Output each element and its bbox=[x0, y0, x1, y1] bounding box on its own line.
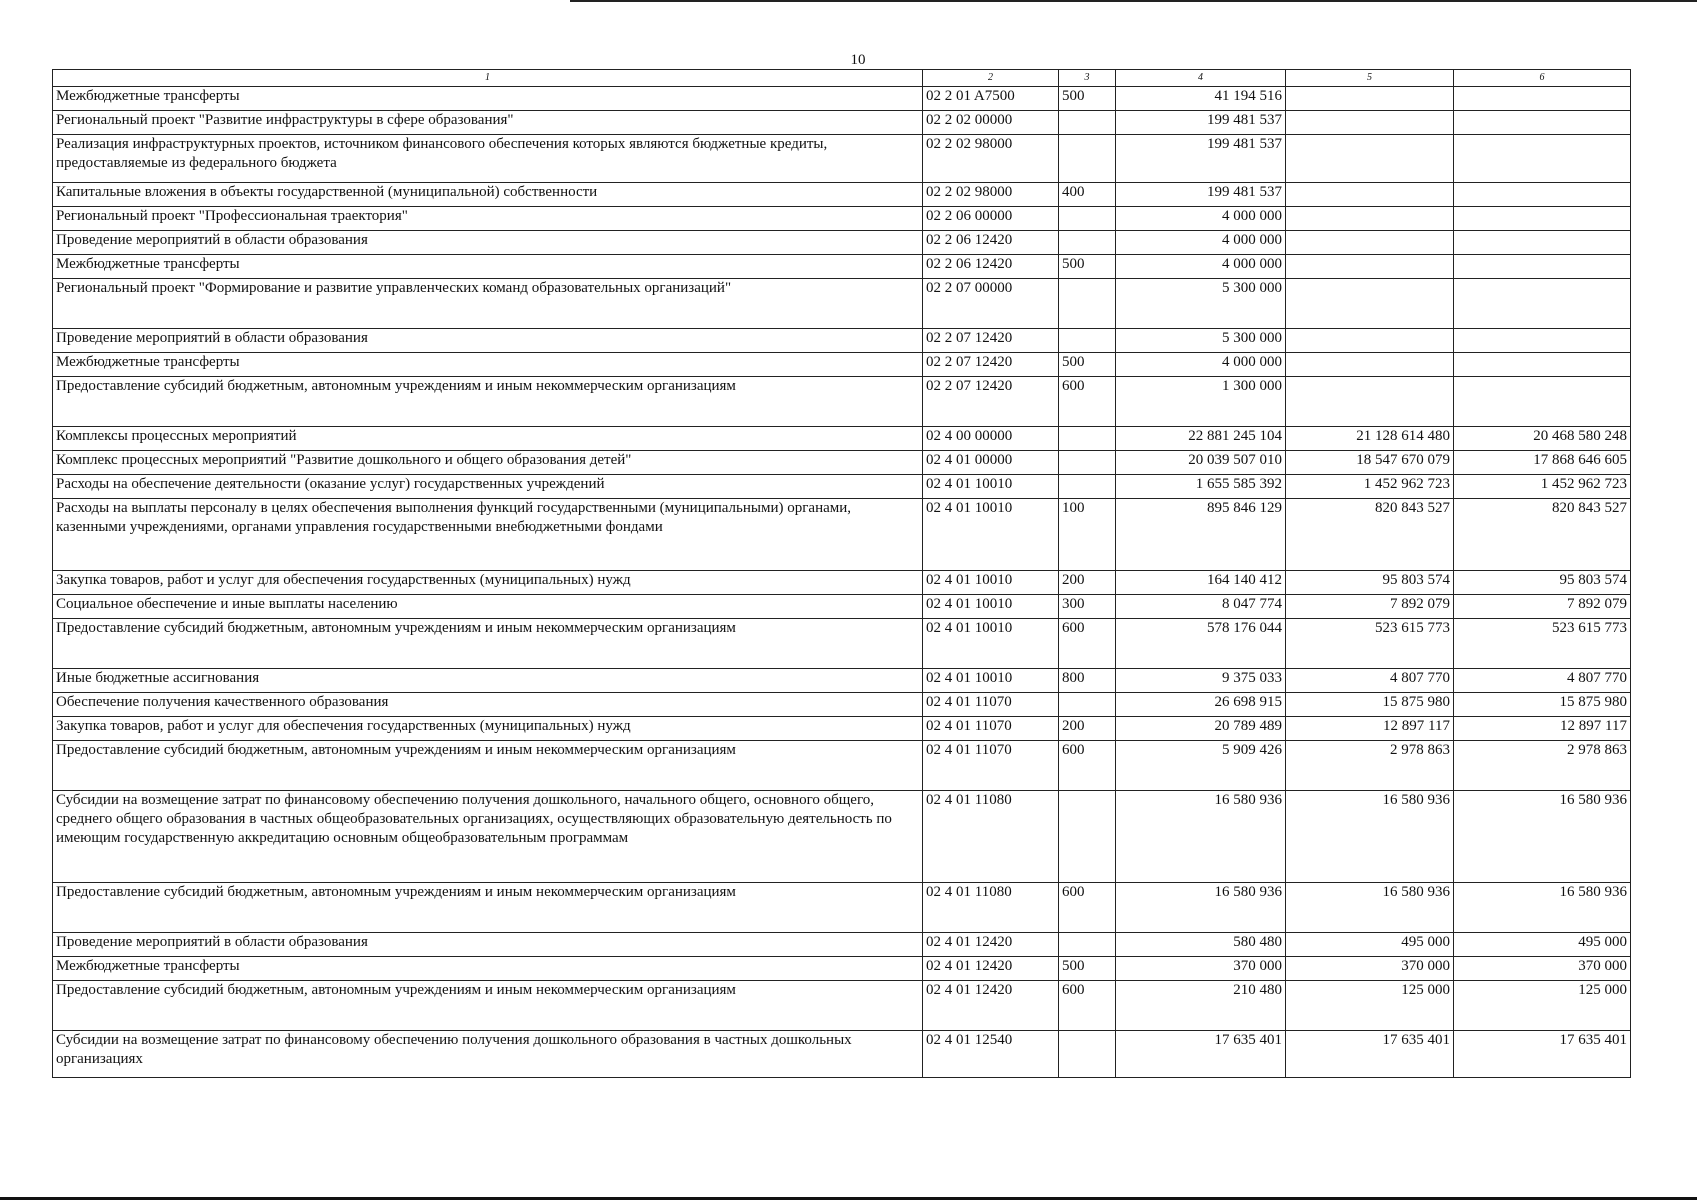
row-name-cell: Межбюджетные трансферты bbox=[53, 353, 923, 377]
row-amount-col6-cell bbox=[1454, 377, 1631, 427]
row-amount-col5-cell: 820 843 527 bbox=[1286, 499, 1454, 571]
row-amount-col5-cell: 523 615 773 bbox=[1286, 619, 1454, 669]
row-code-cell: 02 4 01 10010 bbox=[923, 669, 1059, 693]
row-code-cell: 02 4 01 10010 bbox=[923, 571, 1059, 595]
row-amount-col6-cell: 17 868 646 605 bbox=[1454, 451, 1631, 475]
row-amount-col4-cell: 4 000 000 bbox=[1116, 255, 1286, 279]
row-amount-col6-cell: 820 843 527 bbox=[1454, 499, 1631, 571]
table-row bbox=[53, 353, 1631, 377]
table-row bbox=[53, 957, 1631, 981]
row-amount-col4-cell: 4 000 000 bbox=[1116, 231, 1286, 255]
row-amount-col5-cell: 370 000 bbox=[1286, 957, 1454, 981]
row-expense-type-cell: 600 bbox=[1059, 377, 1116, 427]
row-amount-col4-cell: 22 881 245 104 bbox=[1116, 427, 1286, 451]
row-amount-col4-cell: 20 789 489 bbox=[1116, 717, 1286, 741]
row-code-cell: 02 4 01 11080 bbox=[923, 791, 1059, 883]
row-amount-col6-cell: 370 000 bbox=[1454, 957, 1631, 981]
table-body bbox=[53, 87, 1631, 1078]
table-row bbox=[53, 475, 1631, 499]
row-amount-col4-cell: 4 000 000 bbox=[1116, 353, 1286, 377]
row-expense-type-cell: 200 bbox=[1059, 717, 1116, 741]
row-expense-type-cell: 600 bbox=[1059, 619, 1116, 669]
row-name-cell: Социальное обеспечение и иные выплаты населению bbox=[53, 595, 923, 619]
row-name-cell: Проведение мероприятий в области образования bbox=[53, 329, 923, 353]
row-name-cell: Реализация инфраструктурных проектов, источником финансового обеспечения которых являются бюджетные кредиты, предоставляемые из федерального бюджета bbox=[53, 135, 923, 183]
table-row bbox=[53, 231, 1631, 255]
row-expense-type-cell: 200 bbox=[1059, 571, 1116, 595]
row-code-cell: 02 4 01 10010 bbox=[923, 595, 1059, 619]
row-amount-col6-cell: 15 875 980 bbox=[1454, 693, 1631, 717]
row-amount-col6-cell bbox=[1454, 87, 1631, 111]
table-row bbox=[53, 717, 1631, 741]
row-code-cell: 02 4 01 10010 bbox=[923, 499, 1059, 571]
row-amount-col6-cell bbox=[1454, 255, 1631, 279]
row-code-cell: 02 4 01 11070 bbox=[923, 717, 1059, 741]
row-code-cell: 02 4 01 12540 bbox=[923, 1031, 1059, 1078]
row-name-cell: Предоставление субсидий бюджетным, автономным учреждениям и иным некоммерческим организациям bbox=[53, 377, 923, 427]
table-row bbox=[53, 791, 1631, 883]
row-amount-col4-cell: 26 698 915 bbox=[1116, 693, 1286, 717]
row-code-cell: 02 4 00 00000 bbox=[923, 427, 1059, 451]
row-name-cell: Обеспечение получения качественного образования bbox=[53, 693, 923, 717]
row-code-cell: 02 2 07 12420 bbox=[923, 353, 1059, 377]
row-amount-col5-cell bbox=[1286, 135, 1454, 183]
row-expense-type-cell bbox=[1059, 111, 1116, 135]
row-name-cell: Проведение мероприятий в области образования bbox=[53, 231, 923, 255]
row-amount-col4-cell: 895 846 129 bbox=[1116, 499, 1286, 571]
row-code-cell: 02 4 01 10010 bbox=[923, 619, 1059, 669]
row-code-cell: 02 2 07 12420 bbox=[923, 377, 1059, 427]
row-code-cell: 02 2 02 00000 bbox=[923, 111, 1059, 135]
table-row bbox=[53, 377, 1631, 427]
row-name-cell: Закупка товаров, работ и услуг для обеспечения государственных (муниципальных) нужд bbox=[53, 717, 923, 741]
row-name-cell: Предоставление субсидий бюджетным, автономным учреждениям и иным некоммерческим организациям bbox=[53, 981, 923, 1031]
row-name-cell: Расходы на выплаты персоналу в целях обеспечения выполнения функций государственными (муниципальными) органами, казенными учреждениями, органами управления государственными внебюджетными фондами bbox=[53, 499, 923, 571]
row-amount-col4-cell: 5 909 426 bbox=[1116, 741, 1286, 791]
row-code-cell: 02 4 01 12420 bbox=[923, 957, 1059, 981]
row-expense-type-cell: 600 bbox=[1059, 883, 1116, 933]
table-row bbox=[53, 981, 1631, 1031]
row-amount-col6-cell bbox=[1454, 111, 1631, 135]
row-expense-type-cell bbox=[1059, 329, 1116, 353]
row-amount-col4-cell: 16 580 936 bbox=[1116, 791, 1286, 883]
row-amount-col5-cell: 1 452 962 723 bbox=[1286, 475, 1454, 499]
row-name-cell: Проведение мероприятий в области образования bbox=[53, 933, 923, 957]
row-amount-col6-cell bbox=[1454, 353, 1631, 377]
row-amount-col6-cell: 495 000 bbox=[1454, 933, 1631, 957]
row-name-cell: Межбюджетные трансферты bbox=[53, 957, 923, 981]
row-name-cell: Межбюджетные трансферты bbox=[53, 255, 923, 279]
table-row bbox=[53, 135, 1631, 183]
table-row bbox=[53, 571, 1631, 595]
row-code-cell: 02 2 07 00000 bbox=[923, 279, 1059, 329]
row-code-cell: 02 2 02 98000 bbox=[923, 183, 1059, 207]
row-expense-type-cell bbox=[1059, 693, 1116, 717]
row-expense-type-cell: 500 bbox=[1059, 255, 1116, 279]
row-expense-type-cell bbox=[1059, 1031, 1116, 1078]
table-row bbox=[53, 329, 1631, 353]
row-amount-col5-cell: 125 000 bbox=[1286, 981, 1454, 1031]
row-amount-col5-cell bbox=[1286, 377, 1454, 427]
row-amount-col5-cell: 95 803 574 bbox=[1286, 571, 1454, 595]
row-amount-col4-cell: 164 140 412 bbox=[1116, 571, 1286, 595]
row-expense-type-cell: 600 bbox=[1059, 981, 1116, 1031]
row-expense-type-cell: 800 bbox=[1059, 669, 1116, 693]
row-expense-type-cell bbox=[1059, 451, 1116, 475]
page-number: 10 bbox=[850, 52, 866, 68]
table-row bbox=[53, 595, 1631, 619]
row-expense-type-cell bbox=[1059, 279, 1116, 329]
row-expense-type-cell: 500 bbox=[1059, 957, 1116, 981]
row-amount-col6-cell bbox=[1454, 329, 1631, 353]
row-amount-col6-cell bbox=[1454, 183, 1631, 207]
row-amount-col6-cell: 12 897 117 bbox=[1454, 717, 1631, 741]
table-row bbox=[53, 183, 1631, 207]
row-amount-col5-cell bbox=[1286, 329, 1454, 353]
row-expense-type-cell: 400 bbox=[1059, 183, 1116, 207]
row-name-cell: Иные бюджетные ассигнования bbox=[53, 669, 923, 693]
row-expense-type-cell bbox=[1059, 207, 1116, 231]
row-code-cell: 02 4 01 11070 bbox=[923, 693, 1059, 717]
row-name-cell: Субсидии на возмещение затрат по финансовому обеспечению получения дошкольного образования в частных дошкольных организациях bbox=[53, 1031, 923, 1078]
row-amount-col4-cell: 8 047 774 bbox=[1116, 595, 1286, 619]
row-amount-col6-cell bbox=[1454, 207, 1631, 231]
table-row bbox=[53, 279, 1631, 329]
row-amount-col4-cell: 370 000 bbox=[1116, 957, 1286, 981]
table-row bbox=[53, 255, 1631, 279]
row-expense-type-cell: 100 bbox=[1059, 499, 1116, 571]
row-amount-col6-cell: 4 807 770 bbox=[1454, 669, 1631, 693]
row-amount-col6-cell: 20 468 580 248 bbox=[1454, 427, 1631, 451]
row-code-cell: 02 4 01 12420 bbox=[923, 981, 1059, 1031]
row-amount-col4-cell: 199 481 537 bbox=[1116, 111, 1286, 135]
row-amount-col4-cell: 16 580 936 bbox=[1116, 883, 1286, 933]
row-amount-col6-cell: 7 892 079 bbox=[1454, 595, 1631, 619]
row-amount-col5-cell bbox=[1286, 207, 1454, 231]
row-amount-col5-cell: 15 875 980 bbox=[1286, 693, 1454, 717]
row-name-cell: Комплекс процессных мероприятий "Развитие дошкольного и общего образования детей" bbox=[53, 451, 923, 475]
column-header-2: 2 bbox=[923, 70, 1059, 87]
row-amount-col4-cell: 5 300 000 bbox=[1116, 279, 1286, 329]
row-code-cell: 02 4 01 12420 bbox=[923, 933, 1059, 957]
row-expense-type-cell bbox=[1059, 475, 1116, 499]
column-header-1: 1 bbox=[53, 70, 923, 87]
row-name-cell: Региональный проект "Формирование и развитие управленческих команд образовательных организаций" bbox=[53, 279, 923, 329]
row-amount-col5-cell bbox=[1286, 353, 1454, 377]
row-expense-type-cell bbox=[1059, 135, 1116, 183]
row-expense-type-cell: 300 bbox=[1059, 595, 1116, 619]
row-amount-col6-cell: 1 452 962 723 bbox=[1454, 475, 1631, 499]
row-amount-col6-cell: 125 000 bbox=[1454, 981, 1631, 1031]
column-header-6: 6 bbox=[1454, 70, 1631, 87]
row-expense-type-cell: 600 bbox=[1059, 741, 1116, 791]
row-name-cell: Расходы на обеспечение деятельности (оказание услуг) государственных учреждений bbox=[53, 475, 923, 499]
row-name-cell: Предоставление субсидий бюджетным, автономным учреждениям и иным некоммерческим организациям bbox=[53, 741, 923, 791]
row-code-cell: 02 2 02 98000 bbox=[923, 135, 1059, 183]
row-name-cell: Предоставление субсидий бюджетным, автономным учреждениям и иным некоммерческим организациям bbox=[53, 883, 923, 933]
row-name-cell: Субсидии на возмещение затрат по финансовому обеспечению получения дошкольного, начального общего, основного общего, среднего общего образования в частных общеобразовательных организациях, осуществляющих образовательную деятельность по имеющим государственную аккредитацию основным общеобразовательным программам bbox=[53, 791, 923, 883]
row-amount-col4-cell: 4 000 000 bbox=[1116, 207, 1286, 231]
table-header-row bbox=[53, 70, 1631, 87]
row-code-cell: 02 2 06 12420 bbox=[923, 231, 1059, 255]
table-row bbox=[53, 207, 1631, 231]
top-edge-line bbox=[570, 0, 1697, 2]
table-row bbox=[53, 87, 1631, 111]
row-amount-col4-cell: 199 481 537 bbox=[1116, 135, 1286, 183]
row-amount-col6-cell: 2 978 863 bbox=[1454, 741, 1631, 791]
row-amount-col5-cell bbox=[1286, 111, 1454, 135]
row-amount-col5-cell: 17 635 401 bbox=[1286, 1031, 1454, 1078]
row-amount-col4-cell: 578 176 044 bbox=[1116, 619, 1286, 669]
row-amount-col5-cell bbox=[1286, 87, 1454, 111]
row-amount-col4-cell: 41 194 516 bbox=[1116, 87, 1286, 111]
row-amount-col4-cell: 9 375 033 bbox=[1116, 669, 1286, 693]
row-code-cell: 02 2 06 12420 bbox=[923, 255, 1059, 279]
row-amount-col4-cell: 199 481 537 bbox=[1116, 183, 1286, 207]
row-code-cell: 02 2 06 00000 bbox=[923, 207, 1059, 231]
row-amount-col4-cell: 5 300 000 bbox=[1116, 329, 1286, 353]
row-amount-col5-cell bbox=[1286, 231, 1454, 255]
row-expense-type-cell: 500 bbox=[1059, 353, 1116, 377]
row-amount-col6-cell: 16 580 936 bbox=[1454, 791, 1631, 883]
row-amount-col5-cell bbox=[1286, 279, 1454, 329]
row-name-cell: Капитальные вложения в объекты государственной (муниципальной) собственности bbox=[53, 183, 923, 207]
row-amount-col5-cell: 21 128 614 480 bbox=[1286, 427, 1454, 451]
row-code-cell: 02 2 01 A7500 bbox=[923, 87, 1059, 111]
table-row bbox=[53, 427, 1631, 451]
table-row bbox=[53, 499, 1631, 571]
budget-table bbox=[52, 69, 1631, 1078]
table-row bbox=[53, 619, 1631, 669]
table-row bbox=[53, 933, 1631, 957]
row-expense-type-cell bbox=[1059, 427, 1116, 451]
row-amount-col5-cell: 495 000 bbox=[1286, 933, 1454, 957]
row-code-cell: 02 2 07 12420 bbox=[923, 329, 1059, 353]
row-amount-col5-cell: 12 897 117 bbox=[1286, 717, 1454, 741]
row-amount-col6-cell: 16 580 936 bbox=[1454, 883, 1631, 933]
table-row bbox=[53, 741, 1631, 791]
row-name-cell: Региональный проект "Профессиональная траектория" bbox=[53, 207, 923, 231]
row-amount-col6-cell: 17 635 401 bbox=[1454, 1031, 1631, 1078]
column-header-3: 3 bbox=[1059, 70, 1116, 87]
row-code-cell: 02 4 01 00000 bbox=[923, 451, 1059, 475]
row-amount-col6-cell bbox=[1454, 135, 1631, 183]
row-amount-col4-cell: 20 039 507 010 bbox=[1116, 451, 1286, 475]
table-row bbox=[53, 451, 1631, 475]
row-expense-type-cell: 500 bbox=[1059, 87, 1116, 111]
table-row bbox=[53, 111, 1631, 135]
row-amount-col6-cell bbox=[1454, 279, 1631, 329]
row-amount-col5-cell bbox=[1286, 255, 1454, 279]
row-name-cell: Закупка товаров, работ и услуг для обеспечения государственных (муниципальных) нужд bbox=[53, 571, 923, 595]
column-header-5: 5 bbox=[1286, 70, 1454, 87]
table-row bbox=[53, 1031, 1631, 1078]
row-expense-type-cell bbox=[1059, 933, 1116, 957]
row-amount-col4-cell: 1 300 000 bbox=[1116, 377, 1286, 427]
row-expense-type-cell bbox=[1059, 791, 1116, 883]
row-code-cell: 02 4 01 10010 bbox=[923, 475, 1059, 499]
row-name-cell: Комплексы процессных мероприятий bbox=[53, 427, 923, 451]
row-amount-col4-cell: 210 480 bbox=[1116, 981, 1286, 1031]
row-amount-col5-cell: 2 978 863 bbox=[1286, 741, 1454, 791]
column-header-4: 4 bbox=[1116, 70, 1286, 87]
row-amount-col5-cell bbox=[1286, 183, 1454, 207]
row-amount-col6-cell bbox=[1454, 231, 1631, 255]
row-name-cell: Региональный проект "Развитие инфраструктуры в сфере образования" bbox=[53, 111, 923, 135]
table-row bbox=[53, 693, 1631, 717]
row-amount-col5-cell: 16 580 936 bbox=[1286, 791, 1454, 883]
row-amount-col4-cell: 580 480 bbox=[1116, 933, 1286, 957]
row-amount-col4-cell: 17 635 401 bbox=[1116, 1031, 1286, 1078]
row-name-cell: Предоставление субсидий бюджетным, автономным учреждениям и иным некоммерческим организациям bbox=[53, 619, 923, 669]
row-code-cell: 02 4 01 11080 bbox=[923, 883, 1059, 933]
row-amount-col5-cell: 18 547 670 079 bbox=[1286, 451, 1454, 475]
row-expense-type-cell bbox=[1059, 231, 1116, 255]
row-amount-col4-cell: 1 655 585 392 bbox=[1116, 475, 1286, 499]
row-name-cell: Межбюджетные трансферты bbox=[53, 87, 923, 111]
row-amount-col5-cell: 16 580 936 bbox=[1286, 883, 1454, 933]
row-amount-col6-cell: 95 803 574 bbox=[1454, 571, 1631, 595]
row-amount-col5-cell: 7 892 079 bbox=[1286, 595, 1454, 619]
row-code-cell: 02 4 01 11070 bbox=[923, 741, 1059, 791]
table-row bbox=[53, 883, 1631, 933]
table-row bbox=[53, 669, 1631, 693]
row-amount-col6-cell: 523 615 773 bbox=[1454, 619, 1631, 669]
row-amount-col5-cell: 4 807 770 bbox=[1286, 669, 1454, 693]
